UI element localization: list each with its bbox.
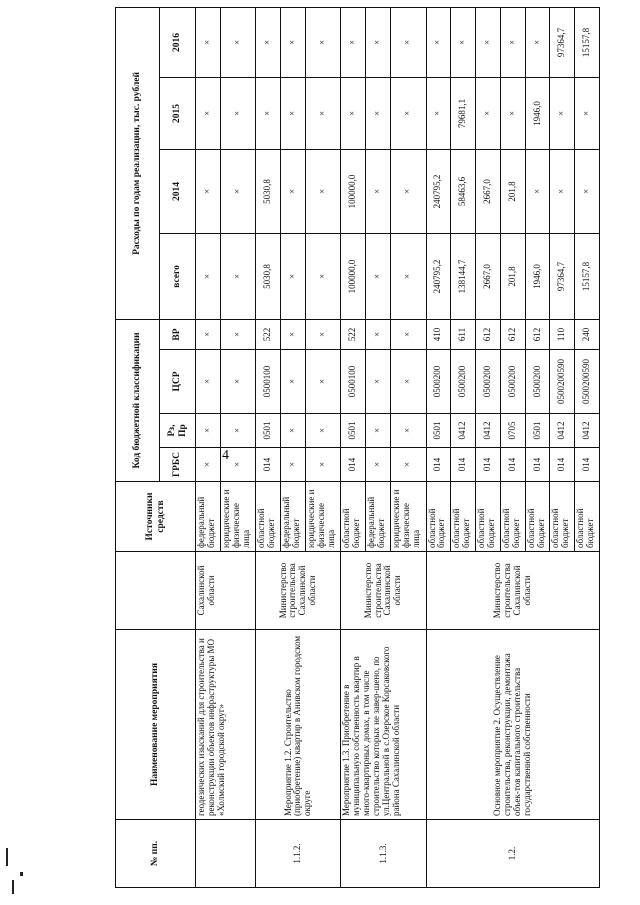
grbs: 014 [256, 448, 281, 482]
scan-artifact [6, 848, 8, 866]
y2015: × [476, 77, 501, 149]
table-row [256, 7, 281, 887]
source: областной бюджет [500, 482, 525, 552]
total: 15157,8 [575, 233, 600, 319]
vr: 612 [476, 319, 501, 349]
vr: 611 [451, 319, 476, 349]
header-name: Наименование мероприятия [116, 630, 196, 820]
csr: 0500200590 [575, 350, 600, 414]
table-row [426, 7, 451, 887]
rzpr: × [281, 414, 306, 448]
csr: 0500200 [451, 350, 476, 414]
y2016: × [476, 7, 501, 77]
y2015: 1946,0 [525, 77, 550, 149]
y2015: × [500, 77, 525, 149]
row-num [196, 820, 256, 888]
csr: 0500100 [341, 350, 366, 414]
total: 201,8 [500, 233, 525, 319]
grbs: 014 [451, 448, 476, 482]
y2014: 201,8 [500, 149, 525, 233]
y2014: × [196, 149, 221, 233]
source: областной бюджет [550, 482, 575, 552]
grbs: × [366, 448, 391, 482]
rzpr: 0705 [500, 414, 525, 448]
rzpr: × [366, 414, 391, 448]
y2016: × [366, 7, 391, 77]
header-grbs: ГРБС [160, 448, 196, 482]
vr: 110 [550, 319, 575, 349]
y2014: × [390, 149, 426, 233]
csr: × [196, 350, 221, 414]
y2016: × [220, 7, 256, 77]
y2015: × [341, 77, 366, 149]
total: 100000,0 [341, 233, 366, 319]
executor: Министерство строительства Сахалинской области [341, 552, 426, 630]
grbs: 014 [426, 448, 451, 482]
total: 138144,7 [451, 233, 476, 319]
y2015: × [256, 77, 281, 149]
y2014: × [220, 149, 256, 233]
y2016: × [390, 7, 426, 77]
grbs: 014 [476, 448, 501, 482]
y2016: 15157,8 [575, 7, 600, 77]
header-costs-group: Расходы по годам реализации, тыс. рублей [116, 7, 160, 319]
vr: 612 [525, 319, 550, 349]
header-executor [116, 552, 196, 630]
y2016: × [281, 7, 306, 77]
y2014: × [550, 149, 575, 233]
budget-table [115, 7, 600, 888]
total: × [366, 233, 391, 319]
y2016: × [341, 7, 366, 77]
csr: × [281, 350, 306, 414]
source: юридические и физические лица [220, 482, 256, 552]
vr: × [305, 319, 341, 349]
rzpr: 0501 [426, 414, 451, 448]
total: 97364,7 [550, 233, 575, 319]
y2015: × [550, 77, 575, 149]
grbs: 014 [575, 448, 600, 482]
grbs: 014 [525, 448, 550, 482]
grbs: × [196, 448, 221, 482]
row-num: 1.1.2. [256, 820, 341, 888]
source: федеральный бюджет [281, 482, 306, 552]
y2014: 58463,6 [451, 149, 476, 233]
y2016: × [305, 7, 341, 77]
scan-artifact [20, 872, 23, 876]
executor: Министерство строительства Сахалинской области [426, 552, 600, 630]
grbs: × [281, 448, 306, 482]
csr: 0500200 [500, 350, 525, 414]
vr: × [196, 319, 221, 349]
total: 1946,0 [525, 233, 550, 319]
vr: 522 [341, 319, 366, 349]
vr: 612 [500, 319, 525, 349]
y2014: 2667,0 [476, 149, 501, 233]
table-row [196, 7, 221, 887]
grbs: × [305, 448, 341, 482]
y2014: × [575, 149, 600, 233]
total: × [196, 233, 221, 319]
rzpr: × [390, 414, 426, 448]
csr: × [366, 350, 391, 414]
vr: × [281, 319, 306, 349]
event-name: Мероприятие 1.2. Строительство (приобретение) квартир в Анивском городском округе [256, 630, 341, 820]
vr: 240 [575, 319, 600, 349]
grbs: × [220, 448, 256, 482]
grbs: 014 [550, 448, 575, 482]
source: областной бюджет [476, 482, 501, 552]
vr: 410 [426, 319, 451, 349]
rzpr: × [220, 414, 256, 448]
csr: 0500200590 [550, 350, 575, 414]
y2016: × [525, 7, 550, 77]
source: юридические и физические лица [305, 482, 341, 552]
grbs: 014 [341, 448, 366, 482]
grbs: 014 [500, 448, 525, 482]
vr: × [390, 319, 426, 349]
source: областной бюджет [341, 482, 366, 552]
y2016: 97364,7 [550, 7, 575, 77]
header-2015: 2015 [160, 77, 196, 149]
total: × [305, 233, 341, 319]
total: × [390, 233, 426, 319]
header-row-1 [116, 7, 160, 887]
rzpr: × [196, 414, 221, 448]
rotated-table-container [115, 8, 600, 888]
executor: Министерство строительства Сахалинской области [256, 552, 341, 630]
y2015: 79681,1 [451, 77, 476, 149]
vr: × [220, 319, 256, 349]
source: областной бюджет [426, 482, 451, 552]
y2016: × [256, 7, 281, 77]
source: федеральный бюджет [196, 482, 221, 552]
y2016: × [196, 7, 221, 77]
source: федеральный бюджет [366, 482, 391, 552]
row-num: 1.2. [426, 820, 600, 888]
header-budget-group: Код бюджетной классификации [116, 319, 160, 481]
y2014: × [281, 149, 306, 233]
header-total: всего [160, 233, 196, 319]
header-2014: 2014 [160, 149, 196, 233]
row-num: 1.1.3. [341, 820, 426, 888]
y2015: × [196, 77, 221, 149]
event-name: геодезических изысканий для строительства и реконструкции объектов инфраструктуры МО «Холмский городской округ» [196, 630, 256, 820]
source: областной бюджет [451, 482, 476, 552]
y2016: × [426, 7, 451, 77]
rzpr: 0412 [575, 414, 600, 448]
rzpr: 0412 [476, 414, 501, 448]
y2015: × [281, 77, 306, 149]
source: областной бюджет [575, 482, 600, 552]
total: 5030,8 [256, 233, 281, 319]
rzpr: 0412 [451, 414, 476, 448]
rzpr: 0412 [550, 414, 575, 448]
source: областной бюджет [256, 482, 281, 552]
y2015: × [575, 77, 600, 149]
csr: 0500200 [426, 350, 451, 414]
y2014: × [305, 149, 341, 233]
y2015: × [305, 77, 341, 149]
executor: Сахалинской области [196, 552, 256, 630]
event-name: Основное мероприятие 2. Осуществление строительства, реконструкции, демонтажа объек-тов капитального строительства государственной собственности [426, 630, 600, 820]
y2015: × [426, 77, 451, 149]
rzpr: 0501 [256, 414, 281, 448]
rzpr: 0501 [525, 414, 550, 448]
csr: × [305, 350, 341, 414]
grbs: × [390, 448, 426, 482]
scan-artifact [12, 880, 14, 894]
csr: 0500200 [476, 350, 501, 414]
csr: 0500200 [525, 350, 550, 414]
rzpr: 0501 [341, 414, 366, 448]
y2016: × [451, 7, 476, 77]
header-source: Источники средств [116, 482, 196, 552]
total: 240795,2 [426, 233, 451, 319]
y2015: × [366, 77, 391, 149]
total: × [281, 233, 306, 319]
y2014: 100000,0 [341, 149, 366, 233]
y2014: × [525, 149, 550, 233]
header-csr: ЦСР [160, 350, 196, 414]
source: областной бюджет [525, 482, 550, 552]
header-num: № пп. [116, 820, 196, 888]
y2015: × [220, 77, 256, 149]
vr: × [366, 319, 391, 349]
y2014: 240795,2 [426, 149, 451, 233]
y2014: × [366, 149, 391, 233]
y2016: × [500, 7, 525, 77]
table-row [341, 7, 366, 887]
header-vr: ВР [160, 319, 196, 349]
vr: 522 [256, 319, 281, 349]
page-number: 4 [222, 448, 229, 463]
total: 2667,0 [476, 233, 501, 319]
y2015: × [390, 77, 426, 149]
header-2016: 2016 [160, 7, 196, 77]
rzpr: × [305, 414, 341, 448]
header-rzpr: Рз, Пр [160, 414, 196, 448]
csr: × [220, 350, 256, 414]
total: × [220, 233, 256, 319]
csr: 0500100 [256, 350, 281, 414]
event-name: Мероприятие 1.3. Приобретение в муниципальную собственность квартир в много-квартирных домах, в том числе строительство которых не завер-шено, по ул.Центральной в с.Озерское Корсаковского района Сахалинской области [341, 630, 426, 820]
source: юридические и физические лица [390, 482, 426, 552]
csr: × [390, 350, 426, 414]
y2014: 5030,8 [256, 149, 281, 233]
